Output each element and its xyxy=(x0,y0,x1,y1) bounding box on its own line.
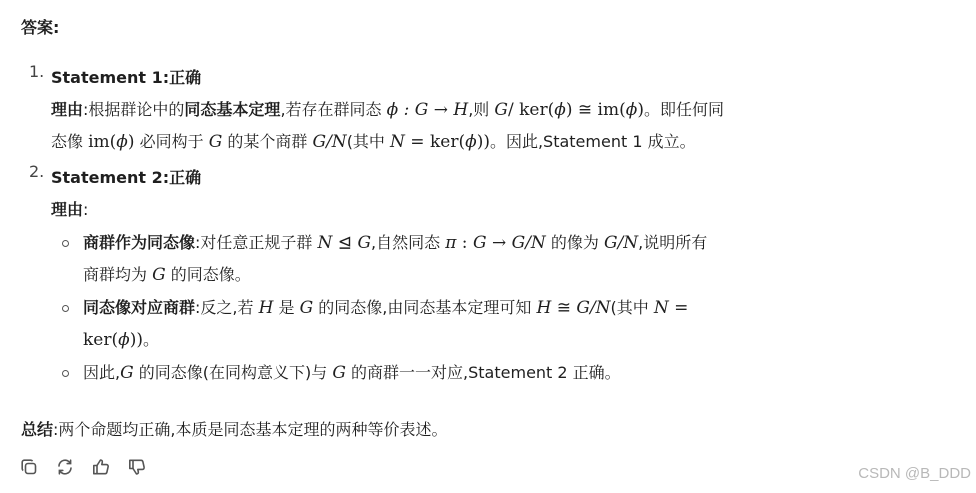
action-toolbar xyxy=(20,458,146,476)
copy-icon[interactable] xyxy=(20,458,38,476)
regenerate-icon[interactable] xyxy=(56,458,74,476)
reason-label: 理由: xyxy=(51,200,89,219)
item-number: 2. xyxy=(29,162,45,181)
bullet-icon xyxy=(62,305,69,312)
list-item xyxy=(22,62,882,158)
summary xyxy=(21,414,448,446)
thumbs-up-icon[interactable] xyxy=(92,458,110,476)
summary-text: :两个命题均正确,本质是同态基本定理的两种等价表述。 xyxy=(53,420,448,439)
sub-list-item: 商群作为同态像:对任意正规子群 N ⊴ G,自然同态 π : G → G/N 的像为 G/N,说明所有 商群均为 G 的同态像。 xyxy=(51,227,882,291)
list-item xyxy=(22,162,882,389)
thumbs-down-icon[interactable] xyxy=(128,458,146,476)
statement-list xyxy=(22,62,882,389)
math-phi-map: ϕ : G → H xyxy=(386,100,469,120)
answer-title: 答案: xyxy=(21,18,60,37)
summary-label: 总结 xyxy=(21,420,54,439)
sub-list-item: 因此,G 的同态像(在同构意义下)与 G 的商群一一对应,Statement 2 正确。 xyxy=(51,357,882,389)
watermark: CSDN @B_DDD xyxy=(858,465,971,482)
bullet-icon xyxy=(62,240,69,247)
bullet-icon xyxy=(62,370,69,377)
reason-line-2: 态像 im(ϕ) 必同构于 G 的某个商群 G/N(其中 N = ker(ϕ))。因此,Statement 1 成立。 xyxy=(51,132,696,152)
item-heading: Statement 2:正确 xyxy=(51,168,202,187)
item-number: 1. xyxy=(29,62,45,81)
reason-line-1: 理由:根据群论中的同态基本定理,若存在群同态 ϕ : G → H,则 G/ ker(ϕ) ≅ im(ϕ)。即任何同 xyxy=(51,100,724,120)
sub-list-item: 同态像对应商群:反之,若 H 是 G 的同态像,由同态基本定理可知 H ≅ G/N(其中 N = ker(ϕ))。 xyxy=(51,292,882,356)
item-heading: Statement 1:正确 xyxy=(51,68,202,87)
sub-list xyxy=(51,227,882,389)
